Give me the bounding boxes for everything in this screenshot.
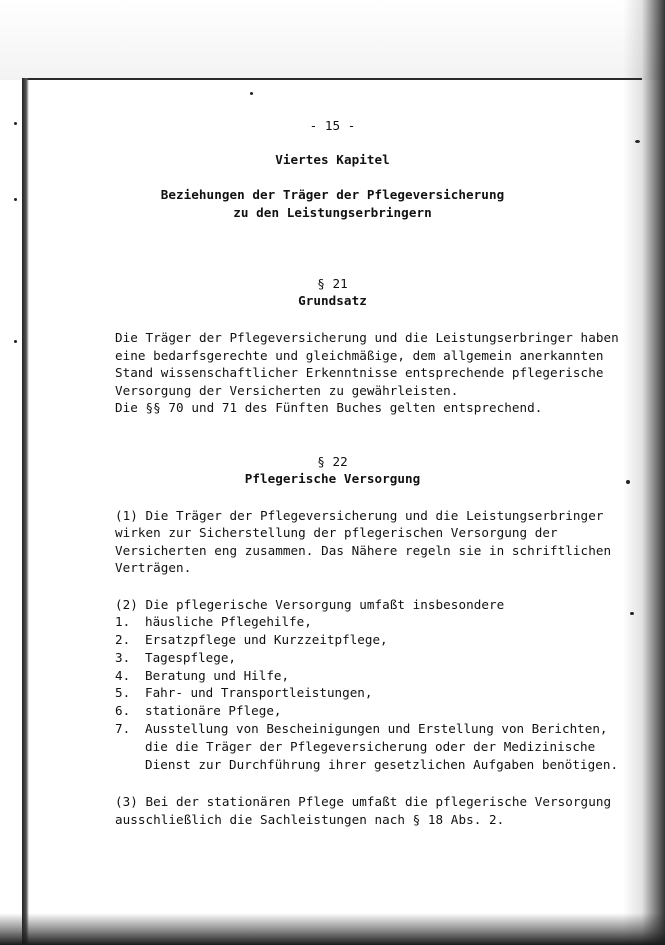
section-21-line: Die Träger der Pflegeversicherung und die Leistungserbringer haben (115, 330, 619, 345)
section-22-title: Pflegerische Versorgung (244, 471, 421, 486)
list-item-text: häusliche Pflegehilfe, (145, 614, 312, 629)
list-item (115, 613, 312, 631)
list-item-text: Beratung und Hilfe, (145, 668, 290, 683)
list-item-number: 5. (115, 685, 131, 700)
chapter-title-line-1: Beziehungen der Träger der Pflegeversicherung (160, 187, 505, 202)
list-item-number: 7. (115, 721, 131, 736)
section-21-line: eine bedarfsgerechte und gleichmäßige, dem allgemein anerkannten (115, 348, 604, 363)
section-22-para1-line: Versicherten eng zusammen. Das Nähere regeln sie in schriftlichen (115, 543, 612, 558)
scan-speck (14, 340, 17, 343)
section-22-para1-line: (1) Die Träger der Pflegeversicherung und die Leistungserbringer (115, 508, 604, 523)
list-item-text: Tagespflege, (145, 650, 236, 665)
section-22-para3-line: (3) Bei der stationären Pflege umfaßt die pflegerische Versorgung (115, 794, 612, 809)
section-22-para1-line: wirken zur Sicherstellung der pflegerischen Versorgung der (115, 525, 558, 540)
section-22-para2-intro: (2) Die pflegerische Versorgung umfaßt insbesondere (115, 597, 505, 612)
list-item-number: 3. (115, 650, 131, 665)
list-item (115, 649, 236, 667)
list-item-number: 4. (115, 668, 131, 683)
section-21-title: Grundsatz (298, 293, 367, 308)
chapter-heading: Viertes Kapitel (275, 152, 390, 167)
scan-speck (630, 612, 634, 615)
list-item-continuation: die die Träger der Pflegeversicherung oder der Medizinische (145, 739, 596, 754)
list-item-text: Fahr- und Transportleistungen, (145, 685, 373, 700)
section-21-number: § 21 (317, 276, 348, 291)
section-21-line: Die §§ 70 und 71 des Fünften Buches gelten entsprechend. (115, 400, 543, 415)
section-22-para1-line: Verträgen. (115, 560, 192, 575)
list-item (115, 667, 289, 685)
section-22-number: § 22 (317, 454, 348, 469)
list-item (115, 720, 608, 738)
scan-top-margin (0, 0, 665, 80)
list-item (115, 631, 388, 649)
scan-bottom-edge (0, 913, 665, 945)
chapter-title-line-2: zu den Leistungserbringern (233, 205, 432, 220)
section-21-line: Stand wissenschaftlicher Erkenntnisse entsprechende pflegerische (115, 365, 604, 380)
list-item-continuation: Dienst zur Durchführung ihrer gesetzlichen Aufgaben benötigen. (145, 757, 619, 772)
scan-speck (250, 92, 253, 95)
list-item (115, 684, 372, 702)
scan-top-edge (22, 78, 642, 80)
list-item-number: 6. (115, 703, 131, 718)
page-number: - 15 - (309, 118, 356, 133)
list-item-text: Ausstellung von Bescheinigungen und Erstellung von Berichten, (145, 721, 608, 736)
section-21-line: Versorgung der Versicherten zu gewährleisten. (115, 383, 459, 398)
list-item-text: stationäre Pflege, (145, 703, 282, 718)
scan-speck (635, 140, 640, 143)
list-item (115, 702, 281, 720)
list-item-number: 1. (115, 614, 131, 629)
list-item-text: Ersatzpflege und Kurzzeitpflege, (145, 632, 388, 647)
section-22-para3-line: ausschließlich die Sachleistungen nach § 18 Abs. 2. (115, 812, 505, 827)
list-item-number: 2. (115, 632, 131, 647)
